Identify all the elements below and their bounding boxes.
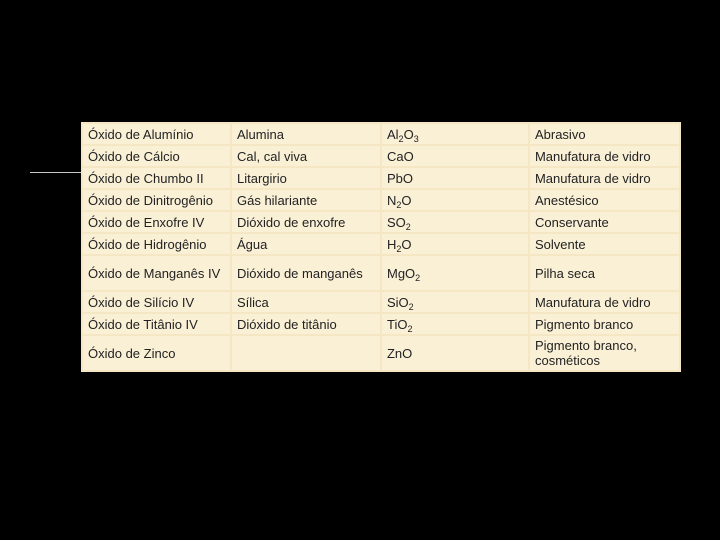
common-name-cell: Dióxido de enxofre [232, 212, 380, 232]
formula-subscript: 2 [408, 301, 414, 312]
formula-subscript: 3 [413, 133, 419, 144]
oxide-name-cell: Óxido de Zinco [83, 336, 230, 370]
formula-subscript: 2 [396, 243, 402, 254]
common-name-cell: Sílica [232, 292, 380, 312]
oxide-name-cell: Óxido de Chumbo II [83, 168, 230, 188]
formula-subscript: 2 [396, 199, 402, 210]
oxide-name-cell: Óxido de Silício IV [83, 292, 230, 312]
formula-cell [382, 314, 528, 334]
table-row [83, 256, 679, 290]
oxides-table [81, 122, 681, 372]
formula-cell [382, 212, 528, 232]
common-name-cell: Água [232, 234, 380, 254]
table-row [83, 336, 679, 370]
common-name-cell: Alumina [232, 124, 380, 144]
formula-part: O [401, 192, 412, 208]
common-name-cell: Gás hilariante [232, 190, 380, 210]
formula-cell [382, 292, 528, 312]
oxide-name-cell: Óxido de Cálcio [83, 146, 230, 166]
decorative-line [30, 172, 82, 173]
formula-part: Al [386, 126, 399, 142]
formula-cell [382, 190, 528, 210]
formula-cell [382, 168, 528, 188]
oxide-name-cell: Óxido de Enxofre IV [83, 212, 230, 232]
use-cell: Pigmento branco, cosméticos [530, 336, 679, 370]
formula-cell [382, 234, 528, 254]
formula-part: MgO [386, 265, 416, 281]
oxide-name-cell: Óxido de Titânio IV [83, 314, 230, 334]
use-cell: Pilha seca [530, 256, 679, 290]
use-cell: Conservante [530, 212, 679, 232]
formula-part: TiO [386, 316, 408, 332]
use-cell: Manufatura de vidro [530, 168, 679, 188]
formula-part: CaO [386, 148, 414, 164]
use-cell: Abrasivo [530, 124, 679, 144]
formula-part: PbO [386, 170, 413, 186]
common-name-cell: Dióxido de manganês [232, 256, 380, 290]
use-cell: Pigmento branco [530, 314, 679, 334]
table-row [83, 146, 679, 166]
formula-part: H [386, 236, 397, 252]
table-row [83, 212, 679, 232]
formula-subscript: 2 [415, 272, 421, 283]
formula-part: ZnO [386, 345, 413, 361]
formula-part: O [403, 126, 414, 142]
formula-part: SO [386, 214, 406, 230]
oxide-name-cell: Óxido de Dinitrogênio [83, 190, 230, 210]
formula-cell [382, 336, 528, 370]
formula-subscript: 2 [398, 133, 404, 144]
table-row [83, 124, 679, 144]
formula-part: O [401, 236, 412, 252]
table-row [83, 168, 679, 188]
oxide-name-cell: Óxido de Manganês IV [83, 256, 230, 290]
oxides-table-body [83, 124, 679, 370]
formula-subscript: 2 [405, 221, 411, 232]
use-cell: Manufatura de vidro [530, 292, 679, 312]
common-name-cell: Cal, cal viva [232, 146, 380, 166]
table-row [83, 190, 679, 210]
table-row [83, 292, 679, 312]
oxide-name-cell: Óxido de Hidrogênio [83, 234, 230, 254]
use-cell: Manufatura de vidro [530, 146, 679, 166]
common-name-cell: Litargirio [232, 168, 380, 188]
use-cell: Solvente [530, 234, 679, 254]
oxide-name-cell: Óxido de Alumínio [83, 124, 230, 144]
common-name-cell: Dióxido de titânio [232, 314, 380, 334]
formula-part: N [386, 192, 397, 208]
use-cell: Anestésico [530, 190, 679, 210]
table-row [83, 314, 679, 334]
formula-cell [382, 124, 528, 144]
formula-part: SiO [386, 294, 409, 310]
table-row [83, 234, 679, 254]
formula-cell [382, 146, 528, 166]
formula-subscript: 2 [407, 323, 413, 334]
common-name-cell [232, 336, 380, 370]
formula-cell [382, 256, 528, 290]
